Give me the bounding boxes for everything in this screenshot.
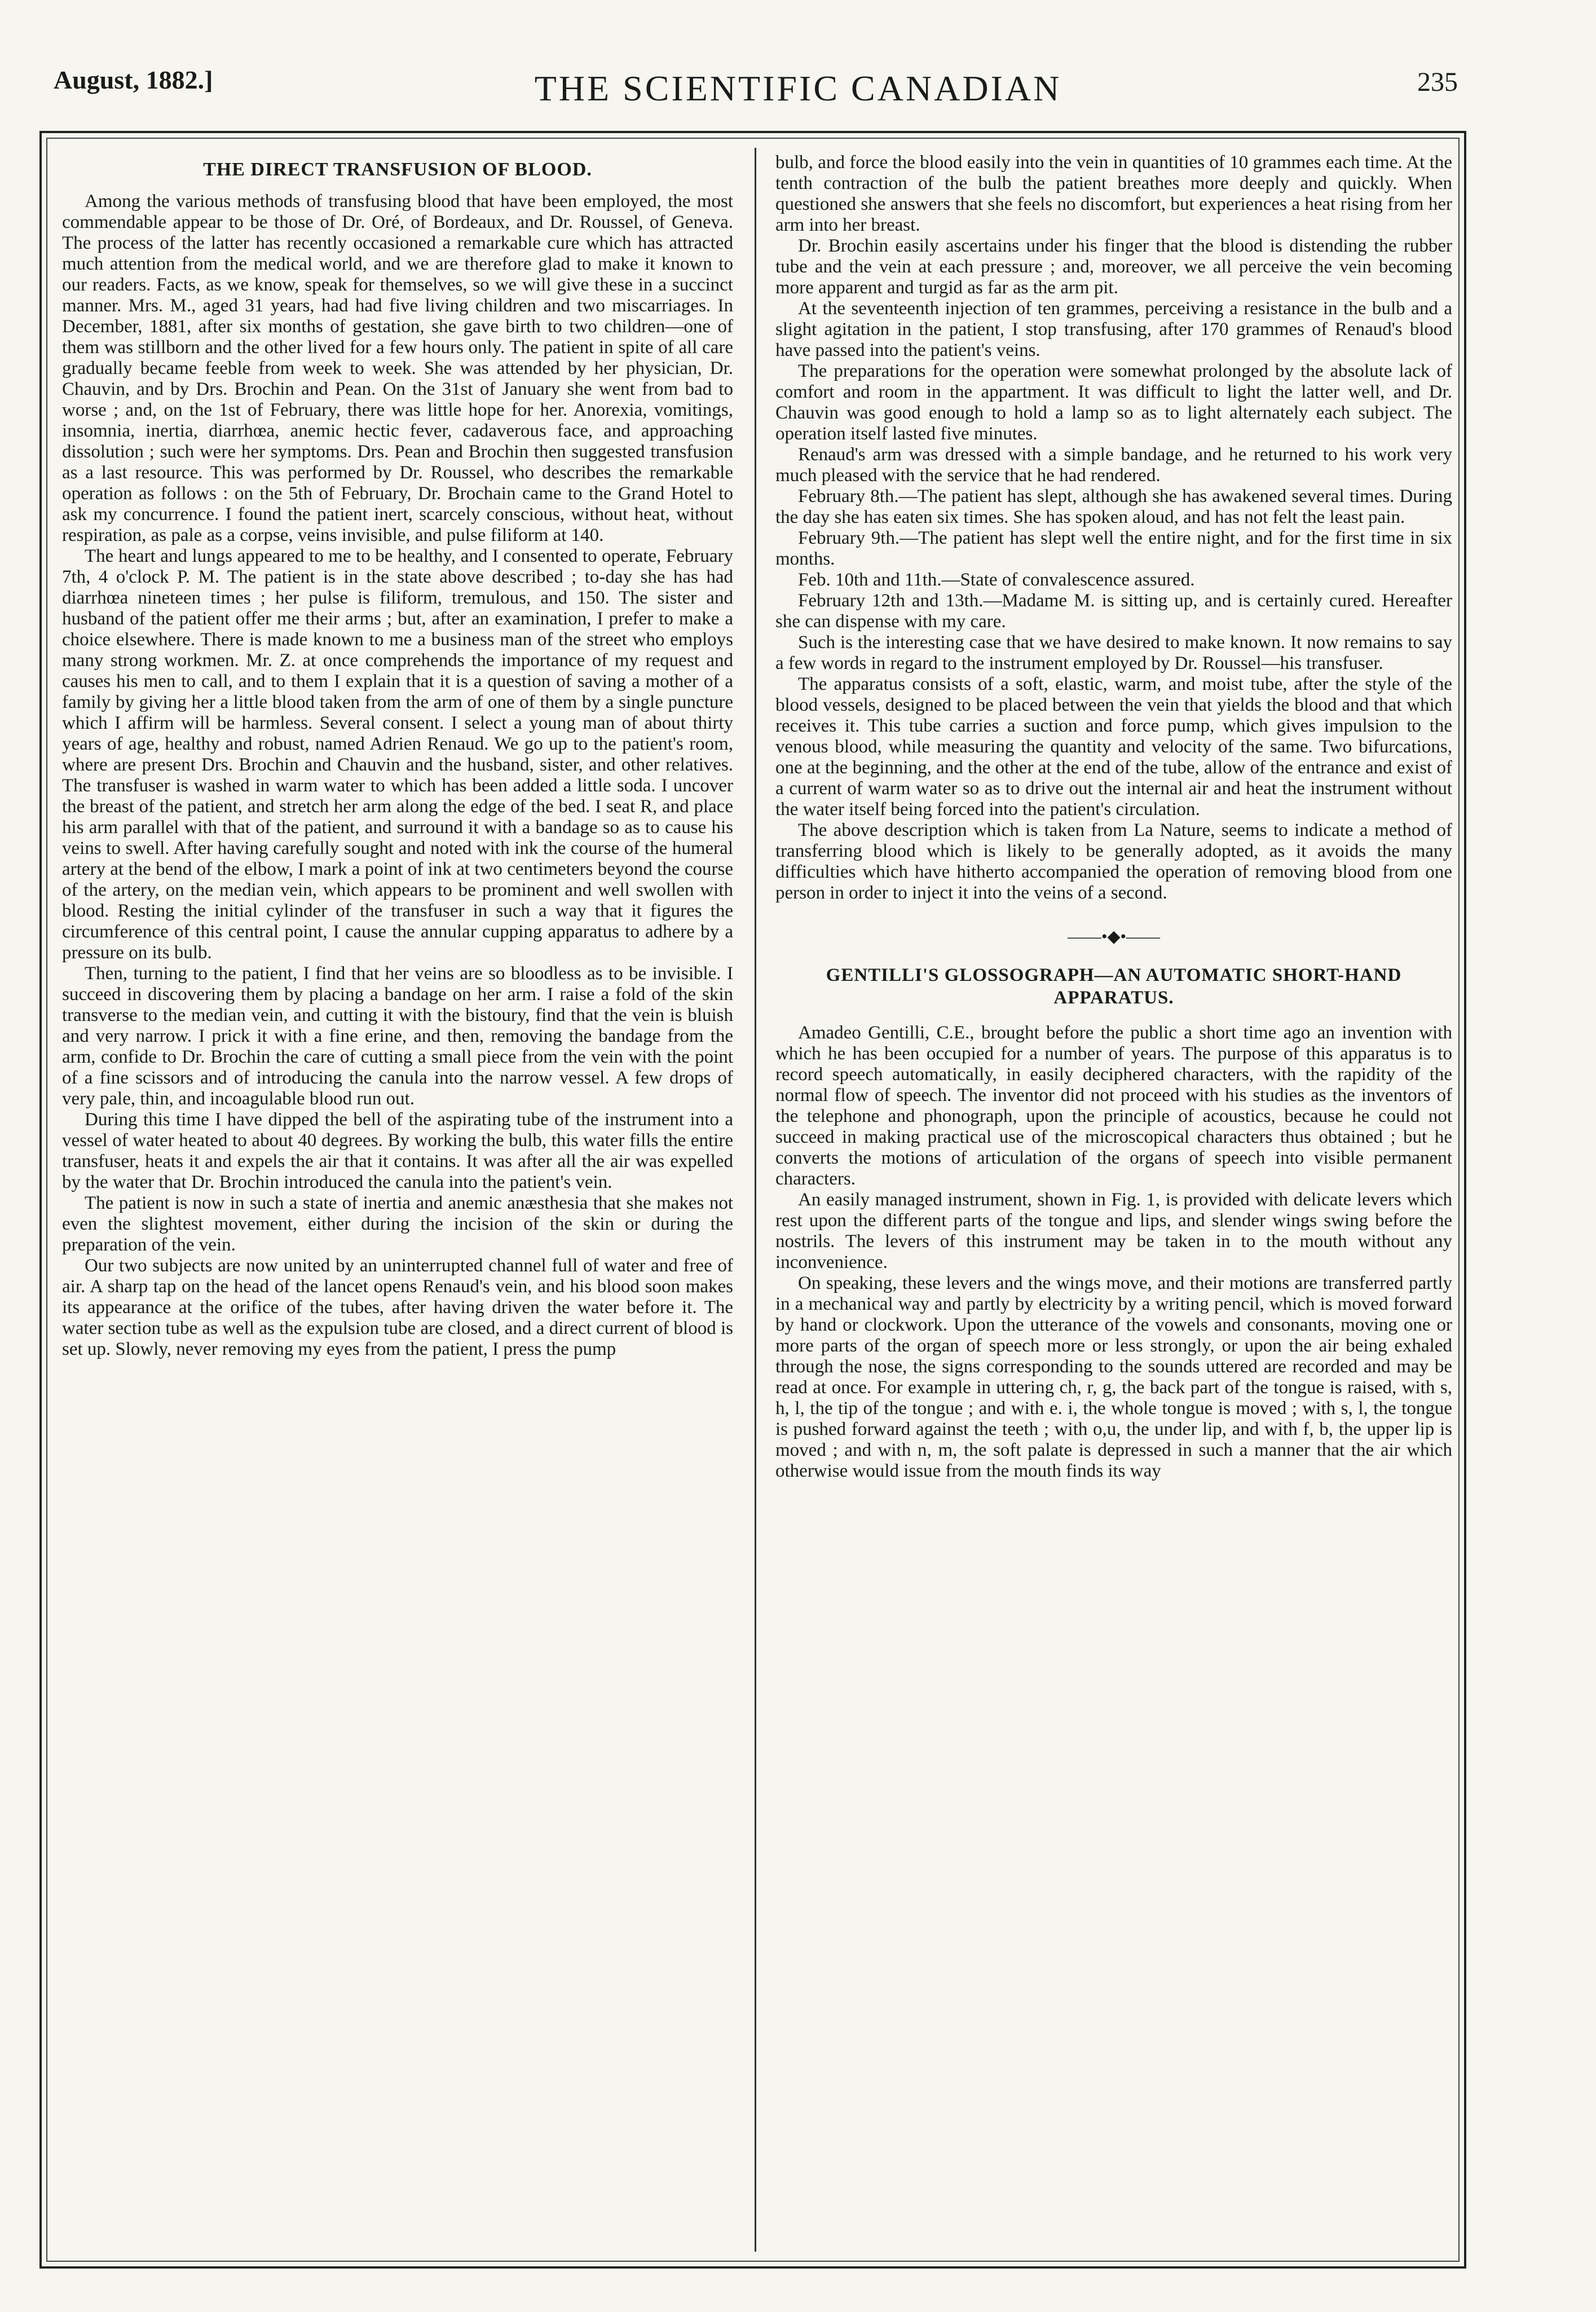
article-paragraph: An easily managed instrument, shown in Fig. 1, is provided with delicate levers which rest upon the different parts of the tongue and lips, and slender wings swing before the nostrils. The levers of this instrument may be taken in to the mouth without any inconvenience. <box>775 1190 1452 1272</box>
article-separator: ——•◆•—— <box>1067 927 1161 946</box>
left-column <box>62 152 733 2256</box>
article-paragraph: The above description which is taken from La Nature, seems to indicate a method of transferring blood which is likely to be generally adopted, as it avoids the many difficulties which have hitherto accompanied the operation of removing blood from one person in order to inject it into the veins of a second. <box>775 820 1452 903</box>
article-paragraph: Amadeo Gentilli, C.E., brought before the public a short time ago an invention with which he has been occupied for a number of years. The purpose of this apparatus is to record speech automatically, in easily deciphered characters, with the rapidity of the normal flow of speech. The inventor did not proceed with his studies as the inventors of the telephone and phonograph, upon the principle of acoustics, because he could not succeed in making practical use of the microscopical characters thus obtained ; but he converts the motions of articulation of the organs of speech into visible permanent characters. <box>775 1023 1452 1189</box>
page-header <box>0 0 1596 130</box>
article-paragraph: The patient is now in such a state of inertia and anemic anæsthesia that she makes not even the slightest movement, either during the incision of the skin or during the preparation of the vein. <box>62 1193 733 1255</box>
publication-title: THE SCIENTIFIC CANADIAN <box>534 68 1062 108</box>
article-paragraph: Such is the interesting case that we have desired to make known. It now remains to say a few words in regard to the instrument employed by Dr. Roussel—his transfuser. <box>775 632 1452 673</box>
issue-date: August, 1882.] <box>54 65 213 94</box>
article-paragraph: At the seventeenth injection of ten grammes, perceiving a resistance in the bulb and a slight agitation in the patient, I stop transfusing, after 170 grammes of Renaud's blood have passed into the patient's veins. <box>775 298 1452 360</box>
article-paragraph: Dr. Brochin easily ascertains under his finger that the blood is distending the rubber tube and the vein at each pressure ; and, moreover, we all perceive the vein becoming more apparent and turgid as far as the arm pit. <box>775 236 1452 298</box>
article-paragraph: February 12th and 13th.—Madame M. is sitting up, and is certainly cured. Hereafter she can dispense with my care. <box>775 591 1452 632</box>
article-paragraph: Feb. 10th and 11th.—State of convalescence assured. <box>798 570 1195 590</box>
article-paragraph: February 8th.—The patient has slept, although she has awakened several times. During the day she has eaten six times. She has spoken aloud, and has not felt the least pain. <box>775 486 1452 527</box>
column-divider <box>755 148 756 2252</box>
article-paragraph: The heart and lungs appeared to me to be healthy, and I consented to operate, February 7th, 4 o'clock P. M. The patient is in the state above described ; to-day she has had diarrhœa nineteen times ; her pulse is filiform, tremulous, and 150. The sister and husband of the patient offer me their arms ; but, after an examination, I prefer to make a choice elsewhere. There is made known to me a business man of the street who employs many strong workmen. Mr. Z. at once comprehends the importance of my request and causes his men to call, and to them I explain that it is a question of saving a mother of a family by giving her a little blood taken from the arm of one of them by a single puncture which I affirm will be harmless. Several consent. I select a young man of about thirty years of age, healthy and robust, named Adrien Renaud. We go up to the patient's room, where are present Drs. Brochin and Chauvin and the husband, sister, and other relatives. The transfuser is washed in warm water to which has been added a little soda. I uncover the breast of the patient, and stretch her arm along the edge of the bed. I seat R, and place his arm parallel with that of the patient, and surround it with a bandage so as to cause his veins to swell. After having carefully sought and noted with ink the course of the humeral artery at the bend of the elbow, I mark a point of ink at two centimeters beyond the course of the artery, on the median vein, which appears to be prominent and well swollen with blood. Resting the initial cylinder of the transfuser in such a way that it figures the circumference of this central point, I cause the annular cupping apparatus to adhere by a pressure on its bulb. <box>62 546 733 963</box>
article-paragraph: Renaud's arm was dressed with a simple bandage, and he returned to his work very much pleased with the service that he had rendered. <box>775 444 1452 486</box>
right-column <box>775 152 1452 2256</box>
article-paragraph: Our two subjects are now united by an uninterrupted channel full of water and free of air. A sharp tap on the head of the lancet opens Renaud's vein, and his blood soon makes its appearance at the orifice of the tubes, after having driven the water before it. The water section tube as well as the expulsion tube are closed, and a direct current of blood is set up. Slowly, never removing my eyes from the patient, I press the pump <box>62 1256 733 1359</box>
page-number: 235 <box>1417 67 1458 97</box>
article-paragraph: The apparatus consists of a soft, elastic, warm, and moist tube, after the style of the blood vessels, designed to be placed between the vein that yields the blood and that which receives it. This tube carries a suction and force pump, which gives impulsion to the venous blood, while measuring the quantity and velocity of the same. Two bifurcations, one at the beginning, and the other at the end of the tube, allow of the entrance and exist of a current of warm water so as to drive out the internal air and heat the instrument without the water itself being forced into the patient's circulation. <box>775 674 1452 820</box>
article-title-glossograph: GENTILLI'S GLOSSOGRAPH—AN AUTOMATIC SHORT-HAND APPARATUS. <box>826 965 1402 1008</box>
article-paragraph: On speaking, these levers and the wings move, and their motions are transferred partly in a mechanical way and partly by electricity by a writing pencil, which is moved forward by hand or clockwork. Upon the utterance of the vowels and consonants, moving one or more parts of the organ of speech more or less strongly, or upon the air being exhaled through the nose, the signs corresponding to the sounds uttered are recorded and may be read at once. For example in uttering ch, r, g, the back part of the tongue is raised, with s, h, l, the tip of the tongue ; and with e. i, the whole tongue is moved ; with s, l, the tongue is pushed forward against the teeth ; with o,u, the under lip, and with f, b, the upper lip is moved ; and with n, m, the soft palate is depressed in such a manner that the air which otherwise would issue from the mouth finds its way <box>775 1273 1452 1481</box>
article-paragraph: bulb, and force the blood easily into the vein in quantities of 10 grammes each time. At the tenth contraction of the bulb the patient breathes more deeply and quickly. When questioned she answers that she feels no discomfort, but experiences a heat rising from her arm into her breast. <box>775 152 1452 235</box>
article-paragraph: February 9th.—The patient has slept well the entire night, and for the first time in six months. <box>775 528 1452 569</box>
article-paragraph: During this time I have dipped the bell of the aspirating tube of the instrument into a vessel of water heated to about 40 degrees. By working the bulb, this water fills the entire transfuser, heats it and expels the air that it contains. It was after all the air was expelled by the water that Dr. Brochin introduced the canula into the patient's vein. <box>62 1109 733 1192</box>
article-title-transfusion: THE DIRECT TRANSFUSION OF BLOOD. <box>203 159 592 180</box>
article-paragraph: The preparations for the operation were somewhat prolonged by the absolute lack of comfort and room in the appartment. It was difficult to light the latter well, and Dr. Chauvin was good enough to hold a lamp so as to light alternately each subject. The operation itself lasted five minutes. <box>775 361 1452 444</box>
article-paragraph: Among the various methods of transfusing blood that have been employed, the most commendable appear to be those of Dr. Oré, of Bordeaux, and Dr. Roussel, of Geneva. The process of the latter has recently occasioned a remarkable cure which has attracted much attention from the medical world, and we are therefore glad to make it known to our readers. Facts, as we know, speak for themselves, so we will give these in a succinct manner. Mrs. M., aged 31 years, had had five living children and two miscarriages. In December, 1881, after six months of gestation, she gave birth to two children—one of them was stillborn and the other lived for a few hours only. The patient in spite of all care gradually became feeble from week to week. She was attended by her physician, Dr. Chauvin, and by Drs. Brochin and Pean. On the 31st of January she went from bad to worse ; and, on the 1st of February, there was little hope for her. Anorexia, vomitings, insomnia, inertia, diarrhœa, anemic hectic fever, cadaverous face, and approaching dissolution ; such were her symptoms. Drs. Pean and Brochin then suggested transfusion as a last resource. This was performed by Dr. Roussel, who describes the remarkable operation as follows : on the 5th of February, Dr. Brochain came to the Grand Hotel to ask my concurrence. I found the patient inert, scarcely conscious, without heat, without respiration, as pale as a corpse, veins invisible, and pulse filiform at 140. <box>62 191 733 545</box>
article-paragraph: Then, turning to the patient, I find that her veins are so bloodless as to be invisible. I succeed in discovering them by placing a bandage on her arm. I raise a fold of the skin transverse to the median vein, and cutting it with the bistoury, find that the vein is bluish and very narrow. I prick it with a fine erine, and then, removing the bandage from the arm, confide to Dr. Brochin the care of cutting a small piece from the vein with the point of a fine scissors and of introducing the canula into the narrow vessel. A few drops of very pale, thin, and incoagulable blood run out. <box>62 963 733 1109</box>
